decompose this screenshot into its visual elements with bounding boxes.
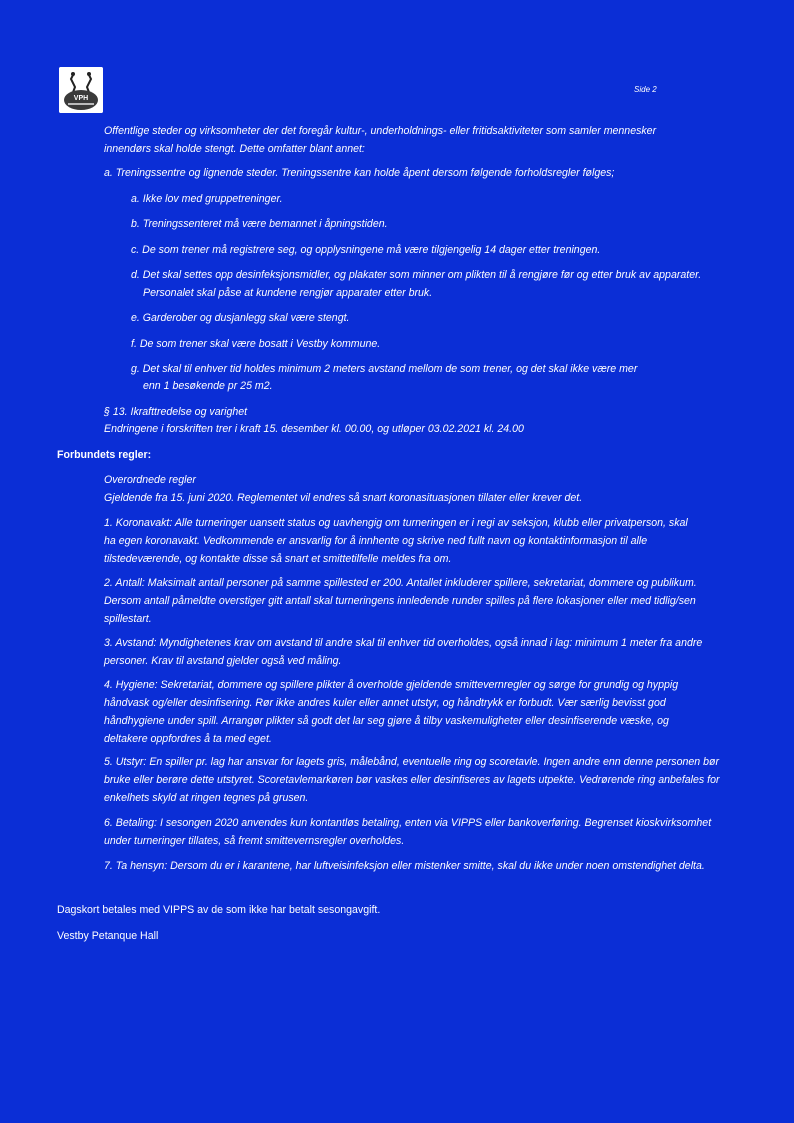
- subitem-f: f. De som trener skal være bosatt i Vestby kommune.: [131, 338, 381, 350]
- federation-heading: Forbundets regler:: [57, 449, 152, 461]
- intro-line: Offentlige steder og virksomheter der det foregår kultur-, underholdnings- eller fritidsaktiviteter som samler mennesker: [104, 125, 657, 137]
- rule-3-avstand: [104, 634, 702, 670]
- subitem-d: d. Det skal settes opp desinfeksjonsmidler, og plakater som minner om plikten til å rengjøre før og etter bruk av apparater.: [131, 269, 702, 281]
- subitem-g: g. Det skal til enhver tid holdes minimum 2 meters avstand mellom de som trener, og det skal ikke være mer: [131, 363, 638, 375]
- item-a-training-centres: a. Treningssentre og lignende steder. Treningssentre kan holde åpent dersom følgende forholdsregler følges;: [104, 167, 615, 179]
- rule-line: 2. Antall: Maksimalt antall personer på samme spillested er 200. Antallet inkluderer spillere, sekretariat, dommere og publikum.: [104, 577, 697, 589]
- rule-line: 4. Hygiene: Sekretariat, dommere og spillere plikter å overholde gjeldende smittevernregler og sørge for grundig og hyppig: [104, 679, 679, 691]
- rule-line: personer. Krav til avstand gjelder også ved måling.: [104, 655, 342, 667]
- page-number: Side 2: [634, 85, 657, 94]
- rule-line: 5. Utstyr: En spiller pr. lag har ansvar for lagets gris, målebånd, eventuelle ring og scoretavle. Ingen andre enn denne personen bør: [104, 756, 719, 768]
- rule-4-hygiene: [104, 676, 678, 748]
- federation-subheading: Overordnede regler: [104, 474, 196, 486]
- rule-6-betaling: [104, 814, 711, 850]
- rule-line: håndhygiene under spill. Arrangør plikter så godt det lar seg gjøre å tilby vaskemuligheter eller desinfiserende væske, og: [104, 715, 669, 727]
- rule-line: 3. Avstand: Myndighetenes krav om avstand til andre skal til enhver tid overholdes, også innad i lag: minimum 1 meter fra andre: [104, 637, 703, 649]
- rule-line: spillestart.: [104, 613, 152, 625]
- rule-line: 1. Koronavakt: Alle turneringer uansett status og uavhengig om turneringen er i regi av seksjon, klubb eller privatperson, skal: [104, 517, 688, 529]
- petanque-logo-icon: [59, 67, 103, 113]
- subitem-b: b. Treningssenteret må være bemannet i åpningstiden.: [131, 218, 388, 230]
- logo-text: VPH: [73, 95, 89, 102]
- payment-note: Dagskort betales med VIPPS av de som ikke har betalt sesongavgift.: [57, 904, 381, 916]
- rule-5-utstyr: [104, 753, 720, 807]
- subitem-g-continued: enn 1 besøkende pr 25 m2.: [143, 380, 273, 392]
- signature: Vestby Petanque Hall: [57, 930, 159, 942]
- section-13-title: § 13. Ikrafttredelse og varighet: [104, 406, 248, 418]
- federation-valid-from: Gjeldende fra 15. juni 2020. Reglementet vil endres så snart koronasituasjonen tillater eller krever det.: [104, 492, 583, 504]
- rule-line: deltakere oppfordres å ta med eget.: [104, 733, 272, 745]
- rule-line: Dersom antall påmeldte overstiger gitt antall skal turneringens innledende runder spilles på flere lokasjoner eller med tidlig/sen: [104, 595, 696, 607]
- rule-7-ta-hensyn: 7. Ta hensyn: Dersom du er i karantene, har luftveisinfeksjon eller mistenker smitte, skal du ikke under noen omstendighet delta.: [104, 860, 705, 872]
- rule-line: ha egen koronavakt. Vedkommende er ansvarlig for å innhente og skrive ned fullt navn og kontaktinformasjon til alle: [104, 535, 648, 547]
- section-13-text: Endringene i forskriften trer i kraft 15. desember kl. 00.00, og utløper 03.02.2021 kl. 24.00: [104, 423, 524, 435]
- rule-line: 6. Betaling: I sesongen 2020 anvendes kun kontantløs betaling, enten via VIPPS eller bankoverføring. Begrenset kioskvirksomhet: [104, 817, 712, 829]
- rule-line: tilstedeværende, og kontakte disse så snart et smittetilfelle meldes fra om.: [104, 553, 452, 565]
- rule-1-coronavakt: [104, 514, 688, 568]
- subitem-c: c. De som trener må registrere seg, og opplysningene må være tilgjengelig 14 dager etter treningen.: [131, 244, 601, 256]
- intro-paragraph: [104, 122, 656, 158]
- subitem-d-continued: Personalet skal påse at kundene rengjør apparater etter bruk.: [143, 287, 433, 299]
- rule-line: bruke eller berøre dette utstyret. Scoretavlemarkøren bør vaskes eller desinfiseres av lagets utpekte. Vedrørende ring anbefales for: [104, 774, 720, 786]
- subitem-a: a. Ikke lov med gruppetreninger.: [131, 193, 283, 205]
- rule-line: enkelhets skyld at ringen tegnes på grusen.: [104, 792, 309, 804]
- intro-line: innendørs skal holde stengt. Dette omfatter blant annet:: [104, 143, 365, 155]
- rule-2-antall: [104, 574, 697, 628]
- club-logo: [59, 67, 103, 113]
- rule-line: under turneringer tillates, så fremt smittevernsregler overholdes.: [104, 835, 405, 847]
- rule-line: håndvask og/eller desinfisering. Rør ikke andres kuler eller annet utstyr, og håndtrykk er forbudt. Vær særlig bevisst god: [104, 697, 666, 709]
- subitem-e: e. Garderober og dusjanlegg skal være stengt.: [131, 312, 350, 324]
